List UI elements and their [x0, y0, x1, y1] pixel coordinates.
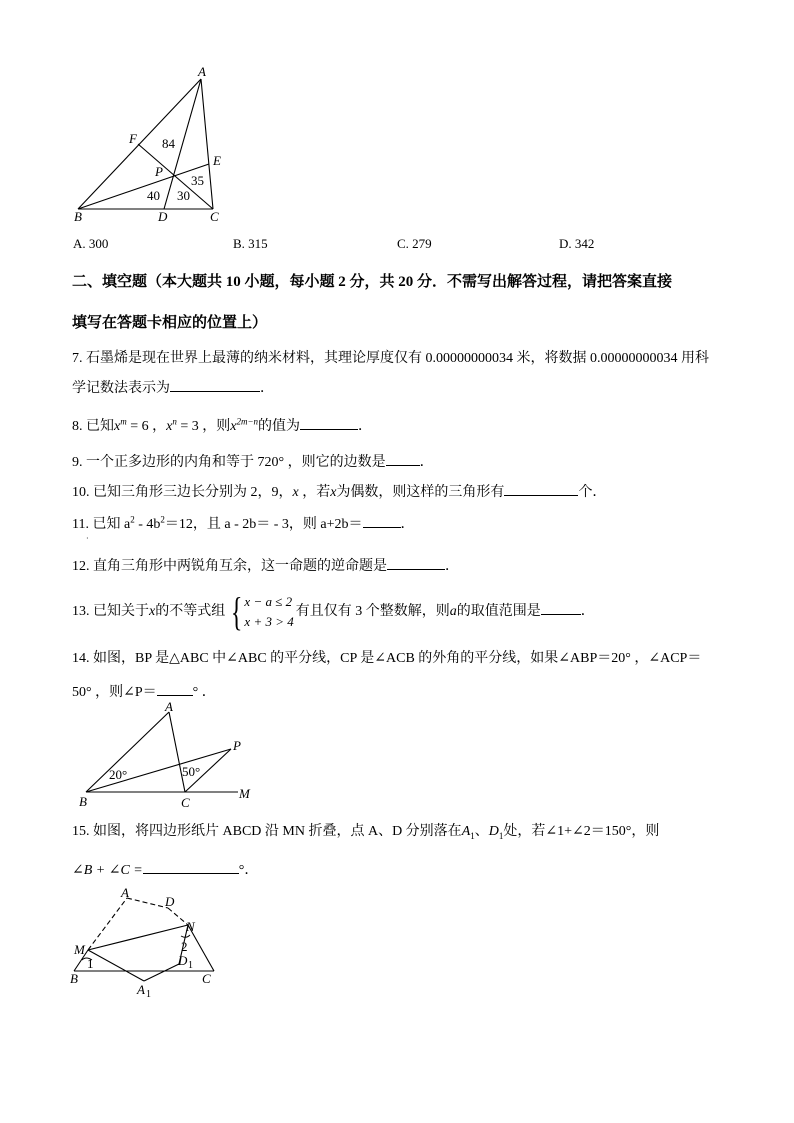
q11-answer-blank[interactable] — [363, 513, 401, 528]
q7-line2-text: 学记数法表示为 — [72, 381, 170, 396]
area-label-35: 35 — [191, 173, 204, 188]
q10-mid2: 为偶数，则这样的三角形有 — [336, 485, 505, 500]
q15-a1: A — [461, 824, 471, 839]
q11-sq1: 2 — [130, 514, 135, 525]
point-label-a2: A — [165, 700, 173, 714]
angle-label-1: 1 — [87, 956, 94, 971]
figure-angle-bisectors — [72, 700, 262, 810]
area-label-40: 40 — [147, 188, 160, 203]
q8-x1: x — [114, 419, 121, 434]
q13-var-a: a — [449, 604, 457, 619]
q10-prefix: 10. 已知三角形三边长分别为 2，9， — [72, 485, 293, 500]
point-label-b: B — [74, 209, 82, 224]
q14-line2-end: ° ． — [192, 685, 216, 700]
figure-triangle-areas — [70, 64, 240, 226]
figure-folded-quadrilateral — [68, 884, 228, 1000]
q10-var-x2: x — [330, 485, 337, 500]
point-label-f: F — [129, 131, 137, 146]
q9-text: 9. 一个正多边形的内角和等于 720° ，则它的边数是 — [72, 455, 386, 470]
point-label-b3: B — [70, 971, 78, 986]
figure-triangle-areas-svg — [70, 64, 240, 226]
q13-mid: 的不等式组 — [155, 604, 226, 619]
choice-a[interactable]: A. 300 — [73, 236, 109, 251]
q13-suffix1: 有且仅有 3 个整数解，则 — [295, 604, 450, 619]
area-label-84: 84 — [162, 136, 175, 151]
q8-suffix: 的值为 — [258, 419, 301, 434]
area-label-30: 30 — [177, 188, 190, 203]
q15-answer-blank[interactable] — [143, 859, 239, 874]
q9-line — [72, 451, 434, 473]
q12-answer-blank[interactable] — [387, 555, 445, 570]
fold-line-mn — [88, 925, 188, 950]
q11-end: ． — [400, 517, 415, 532]
q14-answer-blank[interactable] — [157, 681, 193, 696]
point-label-d1-sub: 1 — [188, 960, 193, 971]
q15-line2-prefix: ∠B + ∠C = — [72, 863, 143, 878]
q8-answer-blank[interactable] — [300, 415, 358, 430]
q15-line1 — [72, 822, 659, 842]
q8-exp-expr: 2m−n — [236, 416, 259, 427]
q14-line2-prefix: 50° ，则∠P＝ — [72, 685, 157, 700]
point-label-e: E — [213, 153, 221, 168]
q10-end: 个． — [578, 485, 607, 500]
point-label-c2: C — [181, 795, 190, 810]
figure-folded-quadrilateral-svg — [68, 884, 228, 1000]
section-heading-line1: 二、填空题（本大题共 10 小题，每小题 2 分，共 20 分．不需写出解答过程，请把答案直接 — [72, 274, 673, 290]
q13-ineq-1: x − a ≤ 2 — [244, 593, 293, 609]
stray-dot: · — [86, 534, 89, 543]
q13-suffix2: 的取值范围是 — [456, 604, 541, 619]
side-ac — [169, 712, 185, 792]
side-ac — [201, 79, 213, 209]
q15-line2-end: °． — [238, 863, 259, 878]
q12-text: 12. 直角三角形中两锐角互余，这一命题的逆命题是 — [72, 559, 387, 574]
q8-prefix: 8. 已知 — [72, 419, 114, 434]
q7-answer-blank[interactable] — [170, 377, 260, 392]
q13-end: ． — [580, 604, 595, 619]
angle-label-20: 20° — [109, 767, 128, 782]
q11-line — [72, 513, 415, 535]
q15-sep: 、 — [474, 824, 489, 839]
q10-answer-blank[interactable] — [504, 481, 578, 496]
section-heading-line2: 填写在答题卡相应的位置上） — [72, 315, 268, 331]
q15-line2 — [72, 859, 258, 881]
q15-d1-sub: 1 — [498, 830, 504, 841]
segment-a1d1 — [144, 964, 179, 981]
q12-line — [72, 555, 459, 577]
q9-end: ． — [419, 455, 434, 470]
q8-x2: x — [166, 419, 173, 434]
choice-c[interactable]: C. 279 — [397, 236, 432, 251]
q8-exp-m: m — [120, 416, 127, 427]
q11-mid1: - 4b — [134, 517, 161, 532]
angle-label-2: 2 — [181, 939, 188, 954]
q13-brace: { — [231, 588, 243, 634]
point-label-c: C — [210, 209, 219, 224]
point-label-d3: D — [165, 894, 175, 909]
point-label-n3: N — [186, 919, 195, 934]
point-label-d1: D — [178, 953, 188, 968]
point-label-c3: C — [202, 971, 211, 986]
point-label-m3: M — [74, 942, 85, 957]
q11-prefix: 11. 已知 a — [72, 517, 131, 532]
q8-eq2: = 3 ，则 — [176, 419, 231, 434]
q15-line1-suffix: 处，若∠1+∠2＝150°，则 — [503, 824, 660, 839]
point-label-a1-sub: 1 — [146, 989, 151, 1000]
point-label-a1: A — [137, 982, 145, 997]
q13-ineq-2: x + 3 > 4 — [244, 613, 294, 629]
figure-angle-bisectors-svg — [72, 700, 262, 810]
point-label-p2: P — [233, 738, 241, 753]
q10-var-x1: x — [292, 485, 299, 500]
q13-prefix: 13. 已知关于 — [72, 604, 149, 619]
q11-sq2: 2 — [160, 514, 165, 525]
point-label-a3: A — [121, 885, 129, 900]
q8-end: ． — [358, 419, 373, 434]
q8-eq1: = 6 ， — [126, 419, 167, 434]
choice-d[interactable]: D. 342 — [559, 236, 595, 251]
q15-line1-prefix: 15. 如图，将四边形纸片 ABCD 沿 MN 折叠，点 A、D 分别落在 — [72, 824, 462, 839]
choice-b[interactable]: B. 315 — [233, 236, 268, 251]
q13-line — [72, 590, 595, 634]
q8-x3: x — [230, 419, 237, 434]
point-label-p: P — [155, 164, 163, 179]
q10-mid1: ，若 — [298, 485, 331, 500]
point-label-m2: M — [239, 786, 250, 801]
q13-var-x: x — [149, 604, 156, 619]
q14-line1: 14. 如图，BP 是△ABC 中∠ABC 的平分线，CP 是∠ACB 的外角的平分线，如果∠ABP＝20° ，∠ACP＝ — [72, 651, 702, 666]
q13-answer-blank[interactable] — [541, 600, 581, 615]
point-label-b2: B — [79, 794, 87, 809]
q7-line1: 7. 石墨烯是现在世界上最薄的纳米材料，其理论厚度仅有 0.00000000034 米，将数据 0.00000000034 用科 — [72, 351, 709, 366]
angle-label-50: 50° — [182, 764, 201, 779]
q9-answer-blank[interactable] — [386, 451, 420, 466]
dashed-ad — [127, 898, 168, 908]
q10-line — [72, 481, 606, 503]
point-label-d: D — [158, 209, 168, 224]
q7-line2 — [72, 377, 274, 399]
q11-suffix: ＝12，且 a - 2b＝ - 3，则 a+2b＝ — [164, 517, 363, 532]
q7-end: ． — [260, 381, 274, 396]
segment-ma1 — [88, 950, 144, 981]
q13-inequality-system — [227, 588, 294, 634]
q15-a1-sub: 1 — [470, 830, 475, 841]
point-label-a: A — [198, 64, 206, 79]
q8-exp-n: n — [172, 416, 177, 427]
q15-d1: D — [488, 824, 499, 839]
q8-line — [72, 415, 372, 437]
q12-end: ． — [445, 559, 459, 574]
dashed-dn — [168, 908, 188, 925]
